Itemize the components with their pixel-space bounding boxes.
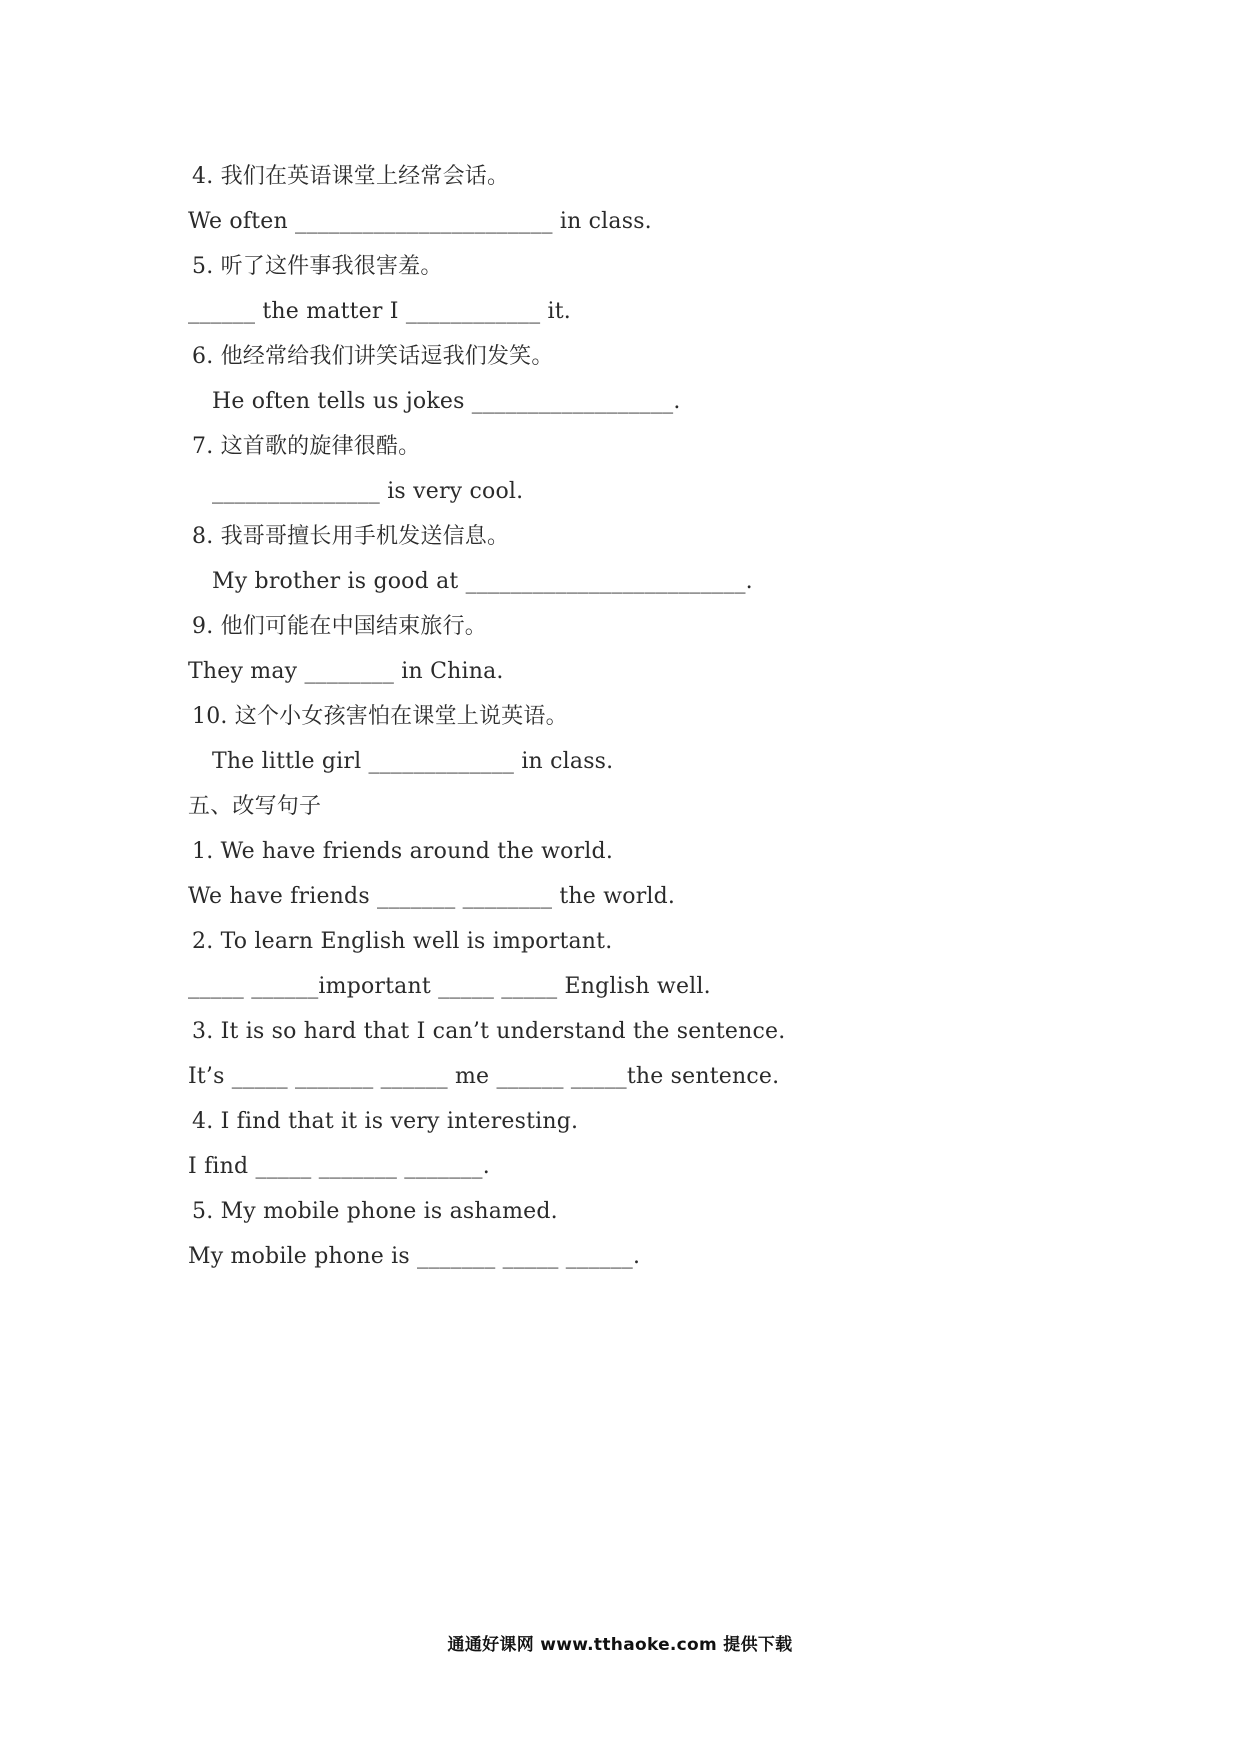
- rewrite-1-original: 1. We have friends around the world.: [192, 839, 614, 864]
- question-9-chinese: 9. 他们可能在中国结束旅行。: [192, 614, 487, 639]
- rewrite-2-original: 2. To learn English well is important.: [192, 929, 613, 954]
- question-9-english: They may ________ in China.: [188, 659, 504, 684]
- question-10-chinese: 10. 这个小女孩害怕在课堂上说英语。: [192, 704, 568, 729]
- question-4-chinese: 4. 我们在英语课堂上经常会话。: [192, 164, 510, 189]
- rewrite-4-original: 4. I find that it is very interesting.: [192, 1109, 579, 1134]
- rewrite-5-original: 5. My mobile phone is ashamed.: [192, 1199, 558, 1224]
- footer-source-note: 通通好课网 www.tthaoke.com 提供下载: [447, 1635, 793, 1655]
- rewrite-3-answer: It’s _____ _______ ______ me ______ _____the sentence.: [188, 1064, 780, 1089]
- question-10-english: The little girl _____________ in class.: [212, 749, 614, 774]
- rewrite-1-answer: We have friends _______ ________ the world.: [188, 884, 676, 909]
- rewrite-5-answer: My mobile phone is _______ _____ ______.: [188, 1244, 641, 1269]
- rewrite-4-answer: I find _____ _______ _______.: [188, 1154, 490, 1179]
- question-6-chinese: 6. 他经常给我们讲笑话逗我们发笑。: [192, 344, 554, 369]
- section-five-heading: 五、改写句子: [188, 794, 322, 819]
- question-5-english: ______ the matter I ____________ it.: [188, 299, 571, 324]
- question-7-chinese: 7. 这首歌的旋律很酷。: [192, 434, 421, 459]
- question-7-english: _______________ is very cool.: [212, 479, 524, 504]
- question-6-english: He often tells us jokes __________________.: [212, 389, 681, 414]
- rewrite-3-original: 3. It is so hard that I can’t understand the sentence.: [192, 1019, 786, 1044]
- rewrite-2-answer: _____ ______important _____ _____ English well.: [188, 974, 711, 999]
- question-4-english: We often _______________________ in class.: [188, 209, 652, 234]
- question-8-chinese: 8. 我哥哥擅长用手机发送信息。: [192, 524, 510, 549]
- question-5-chinese: 5. 听了这件事我很害羞。: [192, 254, 443, 279]
- question-8-english: My brother is good at _________________________.: [212, 569, 753, 594]
